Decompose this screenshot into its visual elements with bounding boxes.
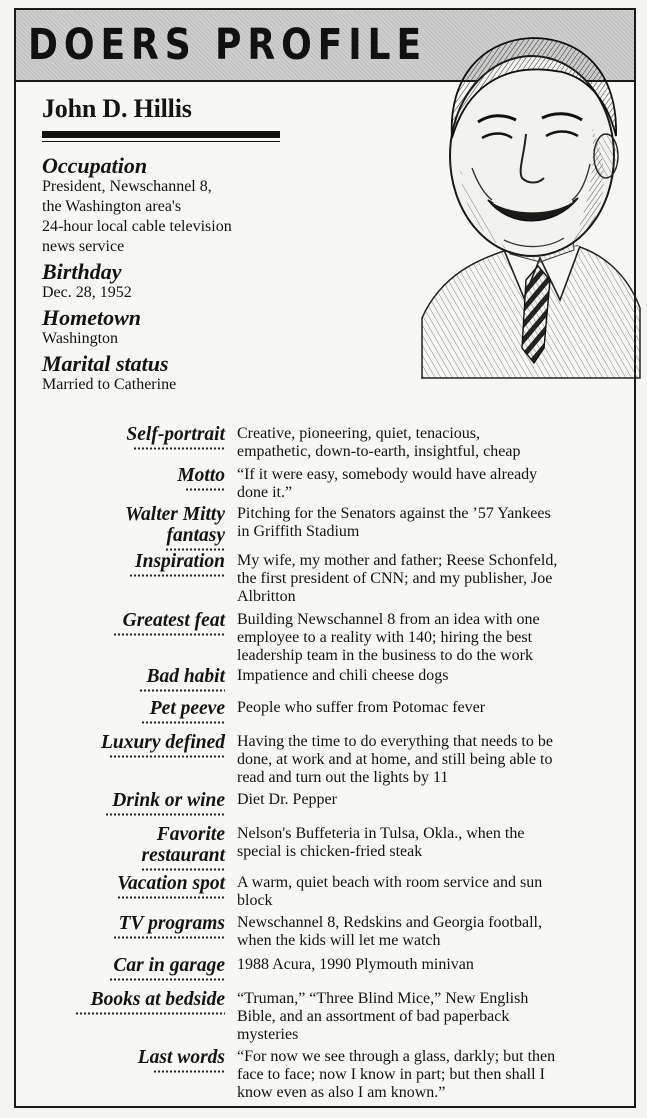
sketch-portrait-icon — [412, 18, 642, 388]
detail-label: Favorite restaurant — [141, 824, 225, 866]
detail-value: People who suffer from Potomac fever — [237, 699, 486, 716]
profile-name: John D. Hillis — [42, 94, 192, 123]
fact-label: Occupation — [42, 153, 148, 178]
dotted-rule — [129, 574, 225, 577]
detail-label: Greatest feat — [122, 610, 225, 631]
fact-value: Dec. 28, 1952 — [42, 284, 132, 301]
detail-row-self-portrait — [42, 424, 632, 465]
dotted-rule — [139, 689, 225, 692]
fact-birthday — [42, 261, 402, 303]
detail-row-inspiration — [42, 551, 632, 610]
detail-value: Having the time to do everything that needs to be done, at work and at home, and still being able to read and turn out the lights by 11 — [237, 733, 553, 786]
detail-row-pet-peeve — [42, 698, 632, 732]
detail-row-luxury-defined — [42, 732, 632, 790]
detail-value: My wife, my mother and father; Reese Schonfeld, the first president of CNN; and my publisher, Joe Albritton — [237, 552, 558, 605]
detail-label: Car in garage — [113, 955, 225, 976]
profile-card — [14, 8, 636, 1108]
detail-label: Inspiration — [135, 551, 225, 572]
detail-label: TV programs — [118, 913, 225, 934]
detail-value: Creative, pioneering, quiet, tenacious, empathetic, down-to-earth, insightful, cheap — [237, 425, 521, 460]
fact-hometown — [42, 307, 402, 349]
basic-facts — [42, 155, 402, 399]
name-rule — [42, 131, 280, 138]
detail-value: “For now we see through a glass, darkly; but then face to face; now I know in part; but then shall I know even as also I am known.” — [237, 1048, 556, 1101]
dotted-rule — [109, 755, 225, 758]
detail-value: “If it were easy, somebody would have already done it.” — [237, 466, 538, 501]
fact-label: Birthday — [42, 259, 122, 284]
detail-label: Luxury defined — [100, 732, 225, 753]
dotted-rule — [113, 633, 225, 636]
fact-occupation — [42, 155, 402, 257]
detail-label: Books at bedside — [90, 989, 225, 1010]
detail-row-walter-mitty-fantasy — [42, 504, 632, 551]
dotted-rule — [153, 1070, 225, 1073]
dotted-rule — [141, 721, 225, 724]
name-rule-thin — [42, 141, 280, 142]
fact-value: Washington — [42, 330, 119, 347]
detail-label: Walter Mitty fantasy — [125, 504, 225, 546]
detail-value: Diet Dr. Pepper — [237, 791, 337, 808]
detail-label: Last words — [137, 1047, 225, 1068]
fact-marital-status — [42, 353, 402, 395]
detail-value: Newschannel 8, Redskins and Georgia football, when the kids will let me watch — [237, 914, 542, 949]
dotted-rule — [113, 936, 225, 939]
detail-row-vacation-spot — [42, 873, 632, 913]
detail-row-motto — [42, 465, 632, 504]
detail-row-drink-or-wine — [42, 790, 632, 824]
fact-label: Marital status — [42, 351, 169, 376]
profile-details — [42, 424, 632, 1107]
detail-label: Motto — [177, 465, 225, 486]
detail-label: Self-portrait — [126, 424, 225, 445]
detail-value: Pitching for the Senators against the ’57 Yankees in Griffith Stadium — [237, 505, 551, 540]
detail-row-tv-programs — [42, 913, 632, 955]
fact-value: President, Newschannel 8, the Washington area's 24-hour local cable television news service — [42, 178, 232, 255]
detail-value: 1988 Acura, 1990 Plymouth minivan — [237, 956, 474, 973]
detail-value: Nelson's Buffeteria in Tulsa, Okla., when the special is chicken-fried steak — [237, 825, 525, 860]
page-title: DOERS PROFILE — [28, 20, 427, 70]
detail-value: Building Newschannel 8 from an idea with one employee to a reality with 140; hiring the best leadership team in the business to do the work — [237, 611, 540, 664]
detail-value: Impatience and chili cheese dogs — [237, 667, 449, 684]
detail-value: A warm, quiet beach with room service and sun block — [237, 874, 543, 909]
dotted-rule — [117, 896, 225, 899]
dotted-rule — [141, 868, 225, 871]
detail-row-books-at-bedside — [42, 989, 632, 1047]
fact-value: Married to Catherine — [42, 376, 177, 393]
detail-label: Bad habit — [146, 666, 225, 687]
detail-label: Vacation spot — [117, 873, 225, 894]
detail-label: Drink or wine — [112, 790, 225, 811]
detail-row-last-words — [42, 1047, 632, 1107]
detail-row-bad-habit — [42, 666, 632, 698]
dotted-rule — [105, 813, 225, 816]
detail-row-car-in-garage — [42, 955, 632, 989]
dotted-rule — [133, 447, 225, 450]
dotted-rule — [109, 978, 225, 981]
detail-row-favorite-restaurant — [42, 824, 632, 873]
dotted-rule — [185, 488, 225, 491]
detail-label: Pet peeve — [149, 698, 225, 719]
detail-row-greatest-feat — [42, 610, 632, 666]
detail-value: “Truman,” “Three Blind Mice,” New English Bible, and an assortment of bad paperback mysteries — [237, 990, 529, 1043]
fact-label: Hometown — [42, 305, 142, 330]
dotted-rule — [75, 1012, 225, 1015]
